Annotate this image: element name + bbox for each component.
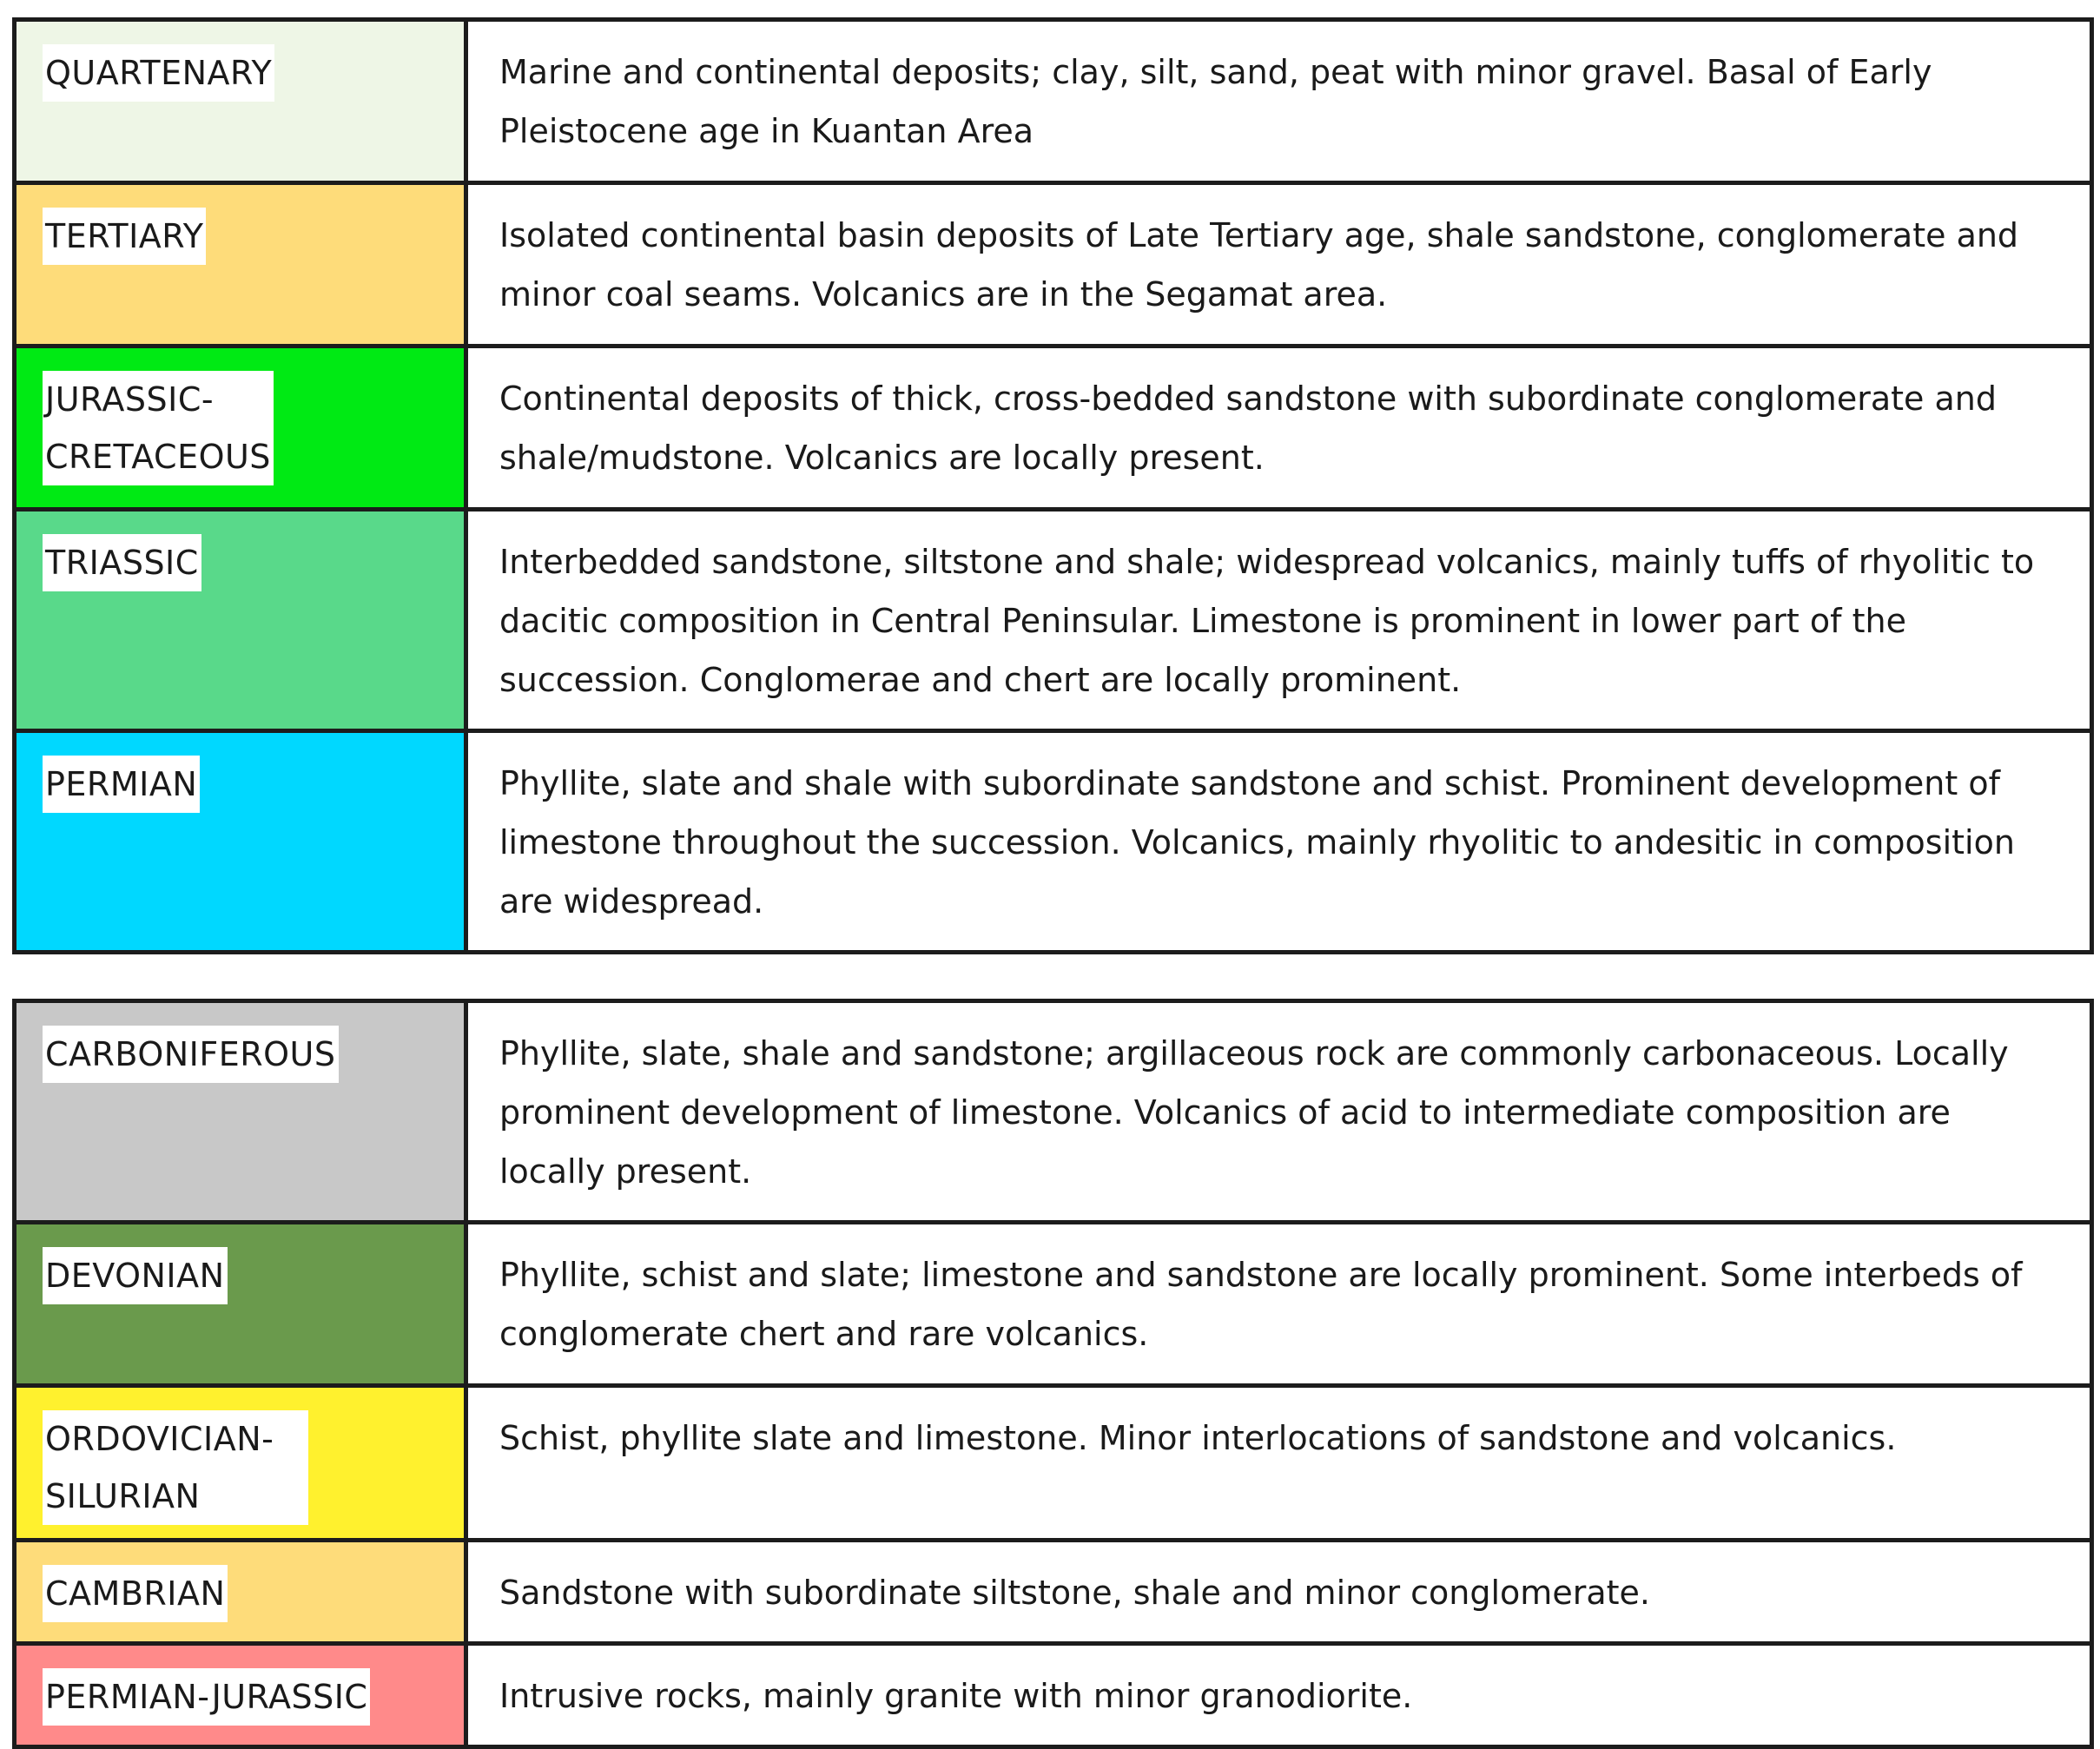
era-description: Continental deposits of thick, cross-bedded sandstone with subordinate conglomerate and shale/mudstone. Volcanics are locally present.: [466, 346, 2092, 510]
era-description: Sandstone with subordinate siltstone, shale and minor conglomerate.: [466, 1541, 2092, 1644]
geology-legend-table-lower: [12, 999, 2094, 1749]
era-description: Schist, phyllite slate and limestone. Minor interlocations of sandstone and volcanics.: [466, 1386, 2092, 1541]
era-swatch-cell: [15, 20, 466, 183]
era-label: PERMIAN: [43, 756, 200, 813]
era-label: CAMBRIAN: [43, 1565, 228, 1622]
table-row: [15, 183, 2092, 346]
era-description: Phyllite, slate, shale and sandstone; argillaceous rock are commonly carbonaceous. Locally prominent development of limestone. Volcanics of acid to intermediate composition are locally present.: [466, 1001, 2092, 1223]
table-row: [15, 1386, 2092, 1541]
table-row: [15, 1541, 2092, 1644]
era-description: Intrusive rocks, mainly granite with minor granodiorite.: [466, 1644, 2092, 1747]
era-swatch-cell: [15, 1644, 466, 1747]
era-label: TERTIARY: [43, 208, 206, 265]
era-swatch-cell: [15, 1541, 466, 1644]
era-description: Marine and continental deposits; clay, silt, sand, peat with minor gravel. Basal of Early Pleistocene age in Kuantan Area: [466, 20, 2092, 183]
era-label: DEVONIAN: [43, 1247, 228, 1304]
era-label: CARBONIFEROUS: [43, 1026, 339, 1083]
era-swatch-cell: [15, 731, 466, 953]
era-swatch-cell: [15, 1223, 466, 1386]
era-label: PERMIAN-JURASSIC: [43, 1668, 370, 1726]
era-swatch-cell: [15, 183, 466, 346]
era-description: Phyllite, slate and shale with subordinate sandstone and schist. Prominent development of limestone throughout the succession. Volcanics, mainly rhyolitic to andesitic in composition are widespread.: [466, 731, 2092, 953]
table-row: [15, 20, 2092, 183]
table-row: [15, 1644, 2092, 1747]
era-swatch-cell: [15, 1386, 466, 1541]
table-row: [15, 510, 2092, 731]
era-description: Isolated continental basin deposits of Late Tertiary age, shale sandstone, conglomerate and minor coal seams. Volcanics are in the Segamat area.: [466, 183, 2092, 346]
era-swatch-cell: [15, 346, 466, 510]
table-row: [15, 346, 2092, 510]
era-label: TRIASSIC: [43, 534, 201, 591]
table-row: [15, 731, 2092, 953]
table-row: [15, 1223, 2092, 1386]
era-swatch-cell: [15, 1001, 466, 1223]
era-label: QUARTENARY: [43, 44, 274, 102]
era-swatch-cell: [15, 510, 466, 731]
era-description: Interbedded sandstone, siltstone and shale; widespread volcanics, mainly tuffs of rhyolitic to dacitic composition in Central Peninsular. Limestone is prominent in lower part of the succession. Conglomerae and chert are locally prominent.: [466, 510, 2092, 731]
era-description: Phyllite, schist and slate; limestone and sandstone are locally prominent. Some interbeds of conglomerate chert and rare volcanics.: [466, 1223, 2092, 1386]
geology-legend-table-upper: [12, 17, 2094, 954]
era-label: JURASSIC-CRETACEOUS: [43, 371, 274, 485]
era-label: ORDOVICIAN-SILURIAN: [43, 1410, 308, 1525]
table-row: [15, 1001, 2092, 1223]
